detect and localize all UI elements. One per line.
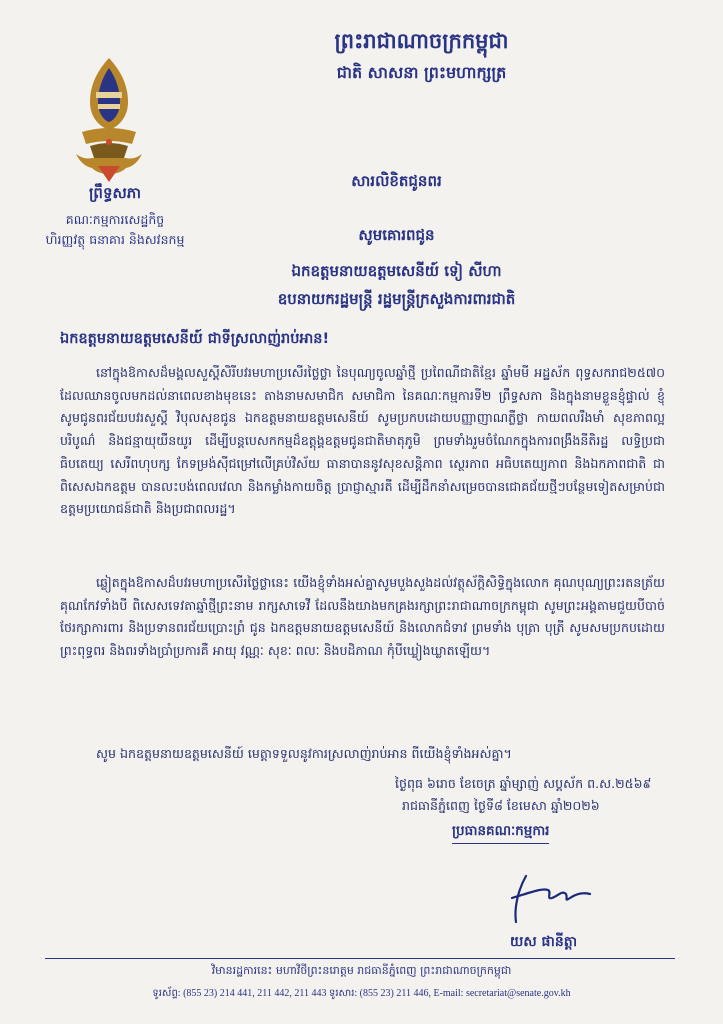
- commission-line-1: គណៈកម្មការសេដ្ឋកិច្ច: [65, 212, 165, 227]
- footer-divider: [45, 958, 675, 959]
- footer-contact: ទូរស័ព្ទ: (855 23) 214 441, 211 442, 211 443 ទូរសារ: (855 23) 211 446, E-mail: secretariat@senate.gov.kh: [152, 988, 571, 999]
- respect-line: សូមគោរពជូន: [358, 226, 435, 244]
- senate-name: ព្រឹទ្ធសភា: [88, 184, 142, 202]
- recipient-title: ឧបនាយករដ្ឋមន្ត្រី រដ្ឋមន្ត្រីក្រសួងការពារជាតិ: [277, 290, 516, 308]
- handwritten-signature: [502, 868, 598, 926]
- signer-name: យស ផានីត្តា: [510, 934, 578, 950]
- body-paragraph-1: នៅក្នុងឱកាសដ៏មង្គលសួស្តីសិរីបវរមហាប្រសើរថ្លៃថ្លា នៃបុណ្យចូលឆ្នាំថ្មី ប្រពៃណីជាតិខ្មែរ ឆ្នាំមមី អដ្ឋស័ក ពុទ្ធសករាជ២៥៧០ ដែលឈានចូលមកដល់នាពេលខាងមុខនេះ តាងនាមសមាជិក សមាជិកា នៃគណៈកម្មការទី២ ព្រឹទ្ធសភា និងក្នុងនាមខ្លួនខ្ញុំផ្ទាល់ ខ្ញុំសូមជូនពរជ័យបវរសួស្តី វិបុលសុខជូន ឯកឧត្តមនាយឧត្តមសេនីយ៍ សូមប្រកបដោយបញ្ញាញាណភ្លឺថ្លា កាយពលរឹងមាំ សុខភាពល្អបរិបូណ៌ និងជន្មាយុយឺនយូរ ដើម្បីបន្តបេសកកម្មដ៏ឧត្តុង្គឧត្តមជូនជាតិមាតុភូមិ ព្រមទាំងរួមចំណែកក្នុងការពង្រឹងនីតិរដ្ឋ លទ្ធិប្រជាធិបតេយ្យ សេរីពហុបក្ស កែទម្រង់ស៊ីជម្រៅលើគ្រប់វិស័យ ធានាបាននូវសុខសន្តិភាព ស្ថេរភាព អធិបតេយ្យភាព និងឯកភាពជាតិ ជាពិសេសឯកឧត្តម បានលះបង់ពេលវេលា និងកម្លាំងកាយចិត្ត ប្រាជ្ញាស្មារតី ដើម្បីដឹកនាំសម្រេចបានជោគជ័យថ្មីៗបន្ថែមទៀតសម្រាប់ជាឧត្តមប្រយោជន៍ជាតិ និងប្រជាពលរដ្ឋ។: [60, 365, 665, 517]
- footer-address: វិមានរដ្ឋការនេះ មហាវិថីព្រះនរោត្តម រាជធានីភ្នំពេញ ព្រះរាជាណាចក្រកម្ពុជា: [211, 964, 512, 977]
- commission-line-2: ហិរញ្ញវត្ថុ ធនាគារ និងសវនកម្ម: [45, 232, 185, 247]
- body-paragraph-3: សូម ឯកឧត្តមនាយឧត្តមសេនីយ៍ មេត្តាទទួលនូវការស្រលាញ់រាប់អាន ពីយើងខ្ញុំទាំងអស់គ្នា។: [96, 746, 512, 761]
- salutation: ឯកឧត្តមនាយឧត្តមសេនីយ៍ ជាទីស្រលាញ់រាប់អាន!: [60, 331, 330, 347]
- recipient-name: ឯកឧត្តមនាយឧត្តមសេនីយ៍ ទៀ សីហា: [291, 262, 502, 280]
- signer-title: ប្រធានគណៈកម្មការ: [452, 822, 549, 844]
- body-paragraph-2: ឆ្លៀតក្នុងឱកាសដ៏បវរមហាប្រសើរថ្លៃថ្លានេះ យើងខ្ញុំទាំងអស់គ្នាសូមបួងសួងដល់វត្ថុស័ក្តិសិទ្ធិក្នុងលោក គុណបុណ្យព្រះរតនត្រ័យ គុណកែវទាំងបី ពិសេសទេវតាឆ្នាំថ្មីព្រះនាម រាក្សសាទេវី ដែលនឹងយាងមកគ្រងរក្សាព្រះរាជាណាចក្រកម្ពុជា សូមព្រះអង្គតាមជួយបីបាច់ថែរក្សាការពារ និងប្រទានពរជ័យប្រោះព្រំ ជូន ឯកឧត្តមនាយឧត្តមសេនីយ៍ និងលោកជំទាវ ព្រមទាំង បុត្រា បុត្រី សូមសមប្រកបដោយព្រះពុទ្ធពរ និងពរទាំងប្រាំប្រការគឺ អាយុ វណ្ណៈ សុខៈ ពលៈ និងបដិភាណ កុំបីឃ្លៀងឃ្លាតឡើយ។: [60, 575, 665, 659]
- lunar-date: ថ្ងៃពុធ ៦រោច ខែចេត្រ ឆ្នាំម្សាញ់ សប្តស័ក ព.ស.២៥៦៩: [395, 776, 652, 791]
- senate-emblem-icon: [68, 54, 150, 186]
- letter-type: សារលិខិតជូនពរ: [351, 172, 442, 190]
- solar-date: រាជធានីភ្នំពេញ ថ្ងៃទី៨ ខែមេសា ឆ្នាំ២០២៦: [402, 798, 600, 813]
- national-motto: ជាតិ សាសនា ព្រះមហាក្សត្រ: [336, 63, 507, 82]
- kingdom-header: ព្រះរាជាណាចក្រកម្ពុជា: [334, 28, 509, 53]
